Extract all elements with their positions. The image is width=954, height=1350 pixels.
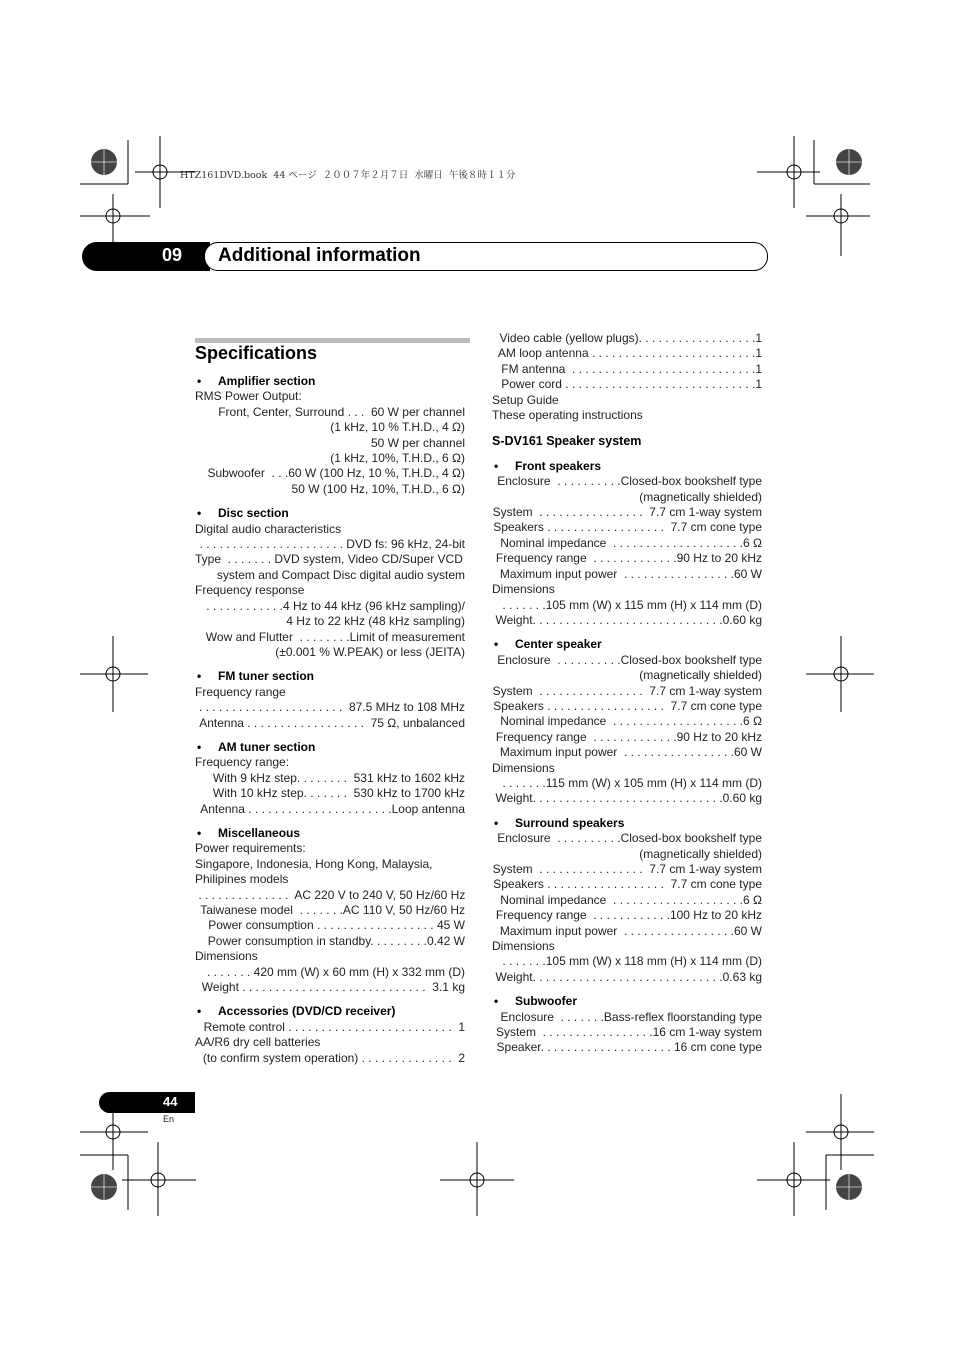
spec-line: Weight . . . . . . . . . . . . . . . . . . . . . . . . . . . . 3.1 kg xyxy=(201,980,465,995)
spec-line: Maximum input power . . . . . . . . . . . . . . . . .60 W xyxy=(499,923,762,938)
spec-line: RMS Power Output: xyxy=(195,389,302,404)
spec-line: Weight. . . . . . . . . . . . . . . . . . . . . . . . . . . . .0.60 kg xyxy=(495,612,762,627)
spec-line: Subwoofer . . .60 W (100 Hz, 10 %, T.H.D., 4 Ω) xyxy=(207,466,465,481)
spec-line: Enclosure . . . . . . . . . .Closed-box bookshelf type xyxy=(497,831,762,846)
spec-line: (magnetically shielded) xyxy=(639,489,762,504)
spec-line: Antenna . . . . . . . . . . . . . . . . . . . . . .Loop antenna xyxy=(200,801,465,816)
spec-line: Antenna . . . . . . . . . . . . . . . . . . 75 Ω, unbalanced xyxy=(199,715,465,730)
spec-line: (±0.001 % W.PEAK) or less (JEITA) xyxy=(275,644,465,659)
spec-line: (magnetically shielded) xyxy=(639,668,762,683)
spacer xyxy=(195,660,465,669)
spec-section-heading: • FM tuner section xyxy=(195,669,465,684)
spec-line: . . . . . . . . . . . . . . . . . . . . . . DVD fs: 96 kHz, 24-bit xyxy=(196,537,465,552)
spec-line: Frequency range . . . . . . . . . . . . .90 Hz to 20 kHz xyxy=(495,729,762,744)
spec-line: System . . . . . . . . . . . . . . . . 7.7 cm 1-way system xyxy=(492,505,762,520)
spec-line: Enclosure . . . . . . . . . .Closed-box bookshelf type xyxy=(497,652,762,667)
specifications-heading: Specifications xyxy=(195,343,318,363)
spec-line: Dimensions xyxy=(195,949,258,964)
page-language: En xyxy=(163,1114,175,1124)
spec-section-heading: • Subwoofer xyxy=(492,994,762,1009)
spec-line: Frequency range . . . . . . . . . . . .100 Hz to 20 kHz xyxy=(495,908,762,923)
spec-line: Frequency range: xyxy=(195,755,290,770)
spec-section-heading: • Amplifier section xyxy=(195,374,465,389)
spec-line: Nominal impedance . . . . . . . . . . . . . . . . . . . .6 Ω xyxy=(500,535,762,550)
spec-line: 50 W (100 Hz, 10%, T.H.D., 6 Ω) xyxy=(291,481,465,496)
spec-line: These operating instructions xyxy=(492,408,643,423)
spec-line: . . . . . . .105 mm (W) x 115 mm (H) x 114 mm (D) xyxy=(499,597,762,612)
spec-line: Speakers . . . . . . . . . . . . . . . . . . 7.7 cm cone type xyxy=(493,698,762,713)
spec-section-heading: • Miscellaneous xyxy=(195,826,465,841)
spec-line: Speakers . . . . . . . . . . . . . . . . . . 7.7 cm cone type xyxy=(493,520,762,535)
spec-line: System . . . . . . . . . . . . . . . . 7.7 cm 1-way system xyxy=(492,683,762,698)
spec-line: Dimensions xyxy=(492,760,555,775)
spec-line: Wow and Flutter . . . . . . . .Limit of measurement xyxy=(205,629,465,644)
spec-line: (1 kHz, 10 % T.H.D., 4 Ω) xyxy=(330,420,465,435)
spacer xyxy=(492,985,762,994)
left-spec-column xyxy=(195,374,465,1066)
spec-line: Frequency response xyxy=(195,583,305,598)
spacer xyxy=(195,731,465,740)
spec-line: Enclosure . . . . . . .Bass-reflex floorstanding type xyxy=(500,1009,762,1024)
spacer xyxy=(195,817,465,826)
speaker-system-heading: S-DV161 Speaker system xyxy=(492,434,642,449)
spec-line: . . . . . . .105 mm (W) x 118 mm (H) x 114 mm (D) xyxy=(499,954,762,969)
print-header: HTZ161DVD.book 44 ページ ２００７年２月７日 水曜日 午後８時１１分 xyxy=(180,170,516,181)
spec-line: Speaker. . . . . . . . . . . . . . . . . . . . 16 cm cone type xyxy=(496,1040,762,1055)
spec-line: Power consumption . . . . . . . . . . . . . . . . . . 45 W xyxy=(208,918,465,933)
spec-line: Dimensions xyxy=(492,582,555,597)
spacer xyxy=(492,807,762,816)
spec-line: (magnetically shielded) xyxy=(639,846,762,861)
spec-line: Taiwanese model . . . . . . .AC 110 V, 50 Hz/60 Hz xyxy=(200,903,465,917)
spec-line: System . . . . . . . . . . . . . . . . .16 cm 1-way system xyxy=(495,1025,762,1040)
spec-section-heading: • Disc section xyxy=(195,506,465,521)
spec-line: (1 kHz, 10%, T.H.D., 6 Ω) xyxy=(330,451,465,466)
spec-section-heading: • Accessories (DVD/CD receiver) xyxy=(195,1004,465,1019)
spacer xyxy=(195,497,465,506)
spec-line: . . . . . . . 420 mm (W) x 60 mm (H) x 332 mm (D) xyxy=(203,964,465,979)
spec-line: Weight. . . . . . . . . . . . . . . . . . . . . . . . . . . . .0.60 kg xyxy=(495,791,762,806)
spacer xyxy=(492,450,762,459)
spec-line: . . . . . . .115 mm (W) x 105 mm (H) x 114 mm (D) xyxy=(499,775,762,790)
spec-section-heading: • Center speaker xyxy=(492,637,762,652)
spacer xyxy=(492,423,762,434)
spec-line: 50 W per channel xyxy=(370,435,465,450)
spec-line: FM antenna . . . . . . . . . . . . . . . . . . . . . . . . . . . .1 xyxy=(501,361,762,376)
spec-line: . . . . . . . . . . . . . . AC 220 V to 240 V, 50 Hz/60 Hz xyxy=(195,887,465,902)
spec-line: Type . . . . . . . DVD system, Video CD/Super VCD xyxy=(195,552,463,567)
spec-line: Philipines models xyxy=(195,872,289,887)
spec-line: Power consumption in standby. . . . . . . . .0.42 W xyxy=(207,933,465,948)
spacer xyxy=(195,995,465,1004)
spec-line: Video cable (yellow plugs). . . . . . . . . . . . . . . . . .1 xyxy=(499,331,762,345)
page-number: 44 xyxy=(163,1094,178,1109)
spec-section-heading: • Surround speakers xyxy=(492,816,762,831)
spec-line: . . . . . . . . . . . . . . . . . . . . . . 87.5 MHz to 108 MHz xyxy=(195,700,465,715)
chapter-badge xyxy=(82,242,210,271)
chapter-title: Additional information xyxy=(218,245,421,266)
spec-line: Nominal impedance . . . . . . . . . . . . . . . . . . . .6 Ω xyxy=(500,714,762,729)
spec-line: Enclosure . . . . . . . . . .Closed-box bookshelf type xyxy=(497,474,762,489)
spec-line: Singapore, Indonesia, Hong Kong, Malaysia, xyxy=(195,856,433,871)
spec-line: Setup Guide xyxy=(492,392,559,407)
spec-section-heading: • AM tuner section xyxy=(195,740,465,755)
spec-line: Maximum input power . . . . . . . . . . . . . . . . .60 W xyxy=(499,745,762,760)
spec-line: With 10 kHz step. . . . . . . 530 kHz to 1700 kHz xyxy=(212,786,465,801)
spec-line: 4 Hz to 22 kHz (48 kHz sampling) xyxy=(286,614,465,629)
spec-section-heading: • Front speakers xyxy=(492,459,762,474)
spec-line: AA/R6 dry cell batteries xyxy=(195,1035,321,1050)
spec-line: (to confirm system operation) . . . . . . . . . . . . . . 2 xyxy=(202,1050,465,1065)
spec-line: Weight. . . . . . . . . . . . . . . . . . . . . . . . . . . . .0.63 kg xyxy=(495,969,762,984)
spec-line: Digital audio characteristics xyxy=(195,521,342,536)
spec-line: Dimensions xyxy=(492,939,555,954)
spec-line: Speakers . . . . . . . . . . . . . . . . . . 7.7 cm cone type xyxy=(493,877,762,892)
spec-line: Front, Center, Surround . . . 60 W per channel xyxy=(218,404,465,419)
spec-line: system and Compact Disc digital audio system xyxy=(216,567,465,582)
spec-line: With 9 kHz step. . . . . . . . 531 kHz to 1602 kHz xyxy=(212,770,465,785)
spec-line: Frequency range . . . . . . . . . . . . .90 Hz to 20 kHz xyxy=(495,551,762,566)
spec-line: Power requirements: xyxy=(195,841,306,856)
spec-line: . . . . . . . . . . . .4 Hz to 44 kHz (96 kHz sampling)/ xyxy=(202,598,465,613)
spacer xyxy=(492,628,762,637)
spec-line: Frequency range xyxy=(195,684,286,699)
right-spec-column xyxy=(492,331,762,1056)
spec-line: Remote control . . . . . . . . . . . . . . . . . . . . . . . . . 1 xyxy=(203,1019,465,1034)
spec-line: System . . . . . . . . . . . . . . . . 7.7 cm 1-way system xyxy=(492,862,762,876)
spec-line: Maximum input power . . . . . . . . . . . . . . . . .60 W xyxy=(499,566,762,581)
spec-line: AM loop antenna . . . . . . . . . . . . . . . . . . . . . . . . .1 xyxy=(497,346,762,361)
page-number-badge xyxy=(99,1092,195,1113)
spec-line: Nominal impedance . . . . . . . . . . . . . . . . . . . .6 Ω xyxy=(500,892,762,907)
chapter-number: 09 xyxy=(162,245,183,265)
spec-line: Power cord . . . . . . . . . . . . . . . . . . . . . . . . . . . . .1 xyxy=(501,377,762,392)
